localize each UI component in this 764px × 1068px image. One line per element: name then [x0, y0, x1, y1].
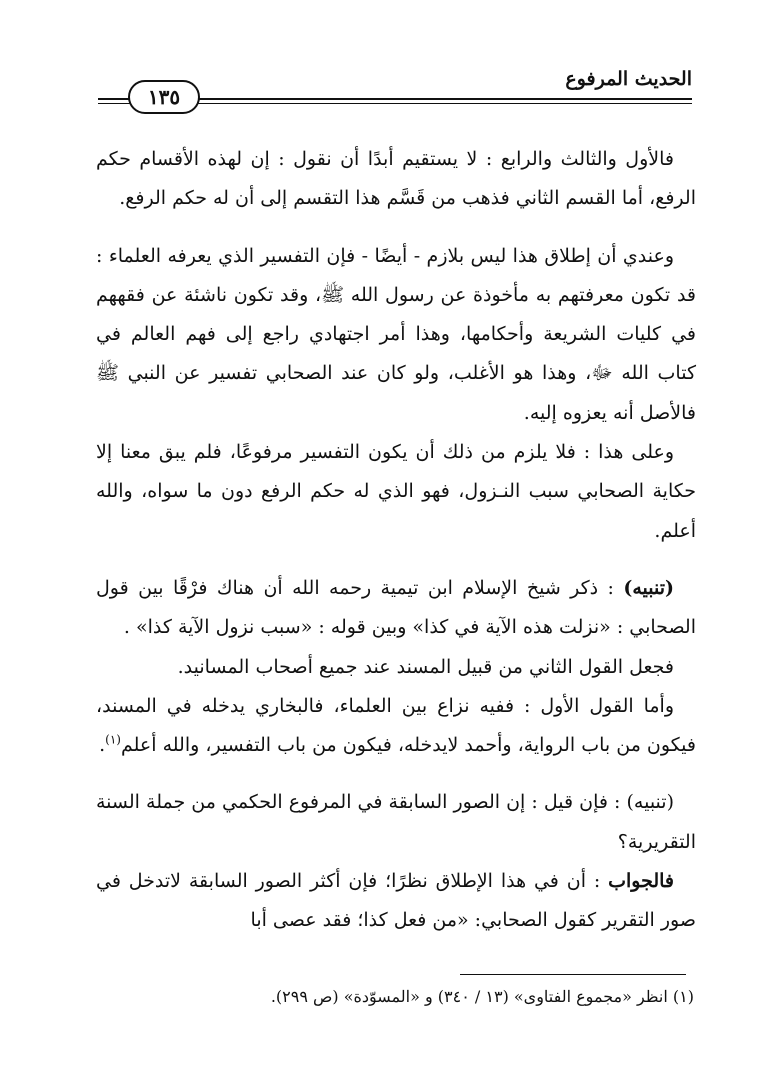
- footnote-separator: [460, 974, 686, 975]
- paragraph-2: [96, 237, 696, 433]
- paragraph-text: فالأول والثالث والرابع : لا يستقيم أبدًا أن نقول : إن لهذه الأقسام حكم الرفع، أما القسم الثاني فذهب من قَسَّم هذا التقسم إلى أن له حكم الرفع.: [96, 148, 696, 210]
- paragraph-tail: .: [99, 734, 106, 757]
- paragraph-lead: (تنبيه): [623, 576, 675, 599]
- paragraph-7: [96, 783, 696, 862]
- paragraph-3: [96, 433, 696, 551]
- paragraph-lead: فالجواب: [608, 870, 674, 893]
- paragraph-text: : ذكر شيخ الإسلام ابن تيمية رحمه الله أن هناك فرْقًا بين قول الصحابي : «نزلت هذه الآية في كذا» وبين قوله : «سبب نزول الآية كذا» .: [96, 576, 696, 639]
- paragraph-text: : أن في هذا الإطلاق نظرًا؛ فإن أكثر الصور السابقة لاتدخل في صور التقرير كقول الصحابي: «من فعل كذا؛ فقد عصى أبا: [96, 870, 696, 932]
- body-text: [96, 140, 696, 941]
- paragraph-text: وعلى هذا : فلا يلزم من ذلك أن يكون التفسير مرفوعًا، فلم يبق معنا إلا حكاية الصحابي سبب النـزول، فهو الذي له حكم الرفع دون ما سواه، والله أعلم.: [96, 441, 696, 542]
- paragraph-8: [96, 862, 696, 941]
- paragraph-text: وأما القول الأول : ففيه نزاع بين العلماء، فالبخاري يدخله في المسند، فيكون من باب الرواية، وأحمد لايدخله، فيكون من باب التفسير، والله أعلم: [96, 694, 696, 757]
- paragraph-text: وعندي أن إطلاق هذا ليس بلازم - أيضًا - فإن التفسير الذي يعرفه العلماء : قد تكون معرفتهم به مأخوذة عن رسول الله ﷺ، وقد تكون ناشئة عن فقههم في كليات الشريعة وأحكامها، وهذا أمر اجتهادي راجع إلى فهم العالم في كتاب الله ﷻ، وهذا هو الأغلب، ولو كان عند الصحابي تفسير عن النبي ﷺ فالأصل أنه يعزوه إليه.: [96, 244, 696, 424]
- paragraph-text: (تنبيه) : فإن قيل : إن الصور السابقة في المرفوع الحكمي من جملة السنة التقريرية؟: [96, 791, 696, 853]
- footnote-reference: (١): [105, 732, 121, 747]
- footnote: (١) انظر «مجموع الفتاوى» (١٣ / ٣٤٠) و «المسوّدة» (ص ٢٩٩).: [270, 987, 694, 1006]
- paragraph-4: [96, 569, 696, 648]
- header-title: الحديث المرفوع: [565, 68, 692, 90]
- paragraph-6: [96, 687, 696, 766]
- paragraph-5: [96, 648, 696, 687]
- paragraph-1: [96, 140, 696, 219]
- page-number: ١٣٥: [128, 80, 200, 114]
- running-header: [98, 62, 692, 122]
- paragraph-text: فجعل القول الثاني من قبيل المسند عند جميع أصحاب المسانيد.: [177, 655, 674, 678]
